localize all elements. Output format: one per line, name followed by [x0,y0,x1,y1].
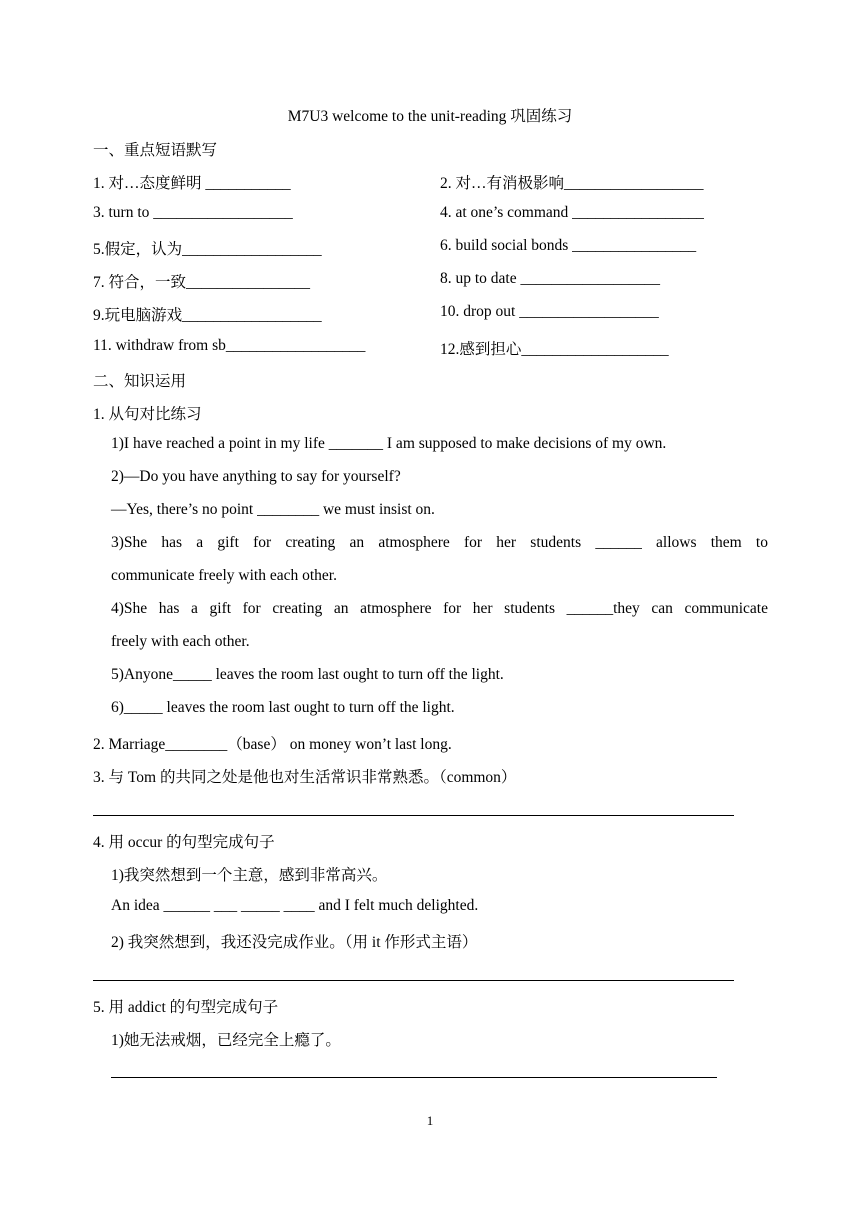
q5-answer-line [111,1077,717,1078]
section1-heading: 一、重点短语默写 [93,142,218,159]
phrase-item-3: 3. turn to __________________ [93,204,293,221]
q1-line-5: communicate freely with each other. [111,567,337,584]
section2-heading: 二、知识运用 [93,373,187,390]
q3-text: 3. 与 Tom 的共同之处是他也对生活常识非常熟悉。（common） [93,769,517,786]
phrase-item-11: 11. withdraw from sb__________________ [93,337,366,354]
q4-answer-line [93,980,734,981]
q1-line-6: 4)She has a gift for creating an atmosphere for her students ______they can communicate [111,600,768,617]
q1-line-2: 2)—Do you have anything to say for yourself? [111,468,401,485]
q1-line-3: —Yes, there’s no point ________ we must insist on. [111,501,435,518]
phrase-item-2: 2. 对…有消极影响__________________ [440,175,704,192]
q1-heading: 1. 从句对比练习 [93,406,202,423]
phrase-item-7: 7. 符合，一致________________ [93,274,311,291]
phrase-item-9: 9.玩电脑游戏__________________ [93,307,322,324]
phrase-item-10: 10. drop out __________________ [440,303,659,320]
q5-heading: 5. 用 addict 的句型完成句子 [93,999,279,1016]
q1-line-4: 3)She has a gift for creating an atmosphere for her students ______ allows them to [111,534,768,551]
page-title: M7U3 welcome to the unit-reading 巩固练习 [287,108,573,125]
phrase-item-1: 1. 对…态度鲜明 ___________ [93,175,291,192]
phrase-item-5: 5.假定，认为__________________ [93,241,322,258]
q1-line-8: 5)Anyone_____ leaves the room last ought to turn off the light. [111,666,504,683]
q1-line-1: 1)I have reached a point in my life _______ I am supposed to make decisions of my own. [111,435,667,452]
q3-answer-line [93,815,734,816]
phrase-item-6: 6. build social bonds ________________ [440,237,697,254]
phrase-item-12: 12.感到担心___________________ [440,341,669,358]
page-number: 1 [426,1113,434,1128]
phrase-item-8: 8. up to date __________________ [440,270,660,287]
q2-text: 2. Marriage________（base） on money won’t last long. [93,736,452,753]
q5-line-1: 1)她无法戒烟，已经完全上瘾了。 [111,1032,341,1049]
q4-line-3: 2) 我突然想到，我还没完成作业。（用 it 作形式主语） [111,934,478,951]
q4-line-1: 1)我突然想到一个主意，感到非常高兴。 [111,867,388,884]
phrase-item-4: 4. at one’s command _________________ [440,204,704,221]
q4-heading: 4. 用 occur 的句型完成句子 [93,834,275,851]
q1-line-7: freely with each other. [111,633,250,650]
q1-line-9: 6)_____ leaves the room last ought to turn off the light. [111,699,455,716]
q4-line-2: An idea ______ ___ _____ ____ and I felt much delighted. [111,897,479,914]
